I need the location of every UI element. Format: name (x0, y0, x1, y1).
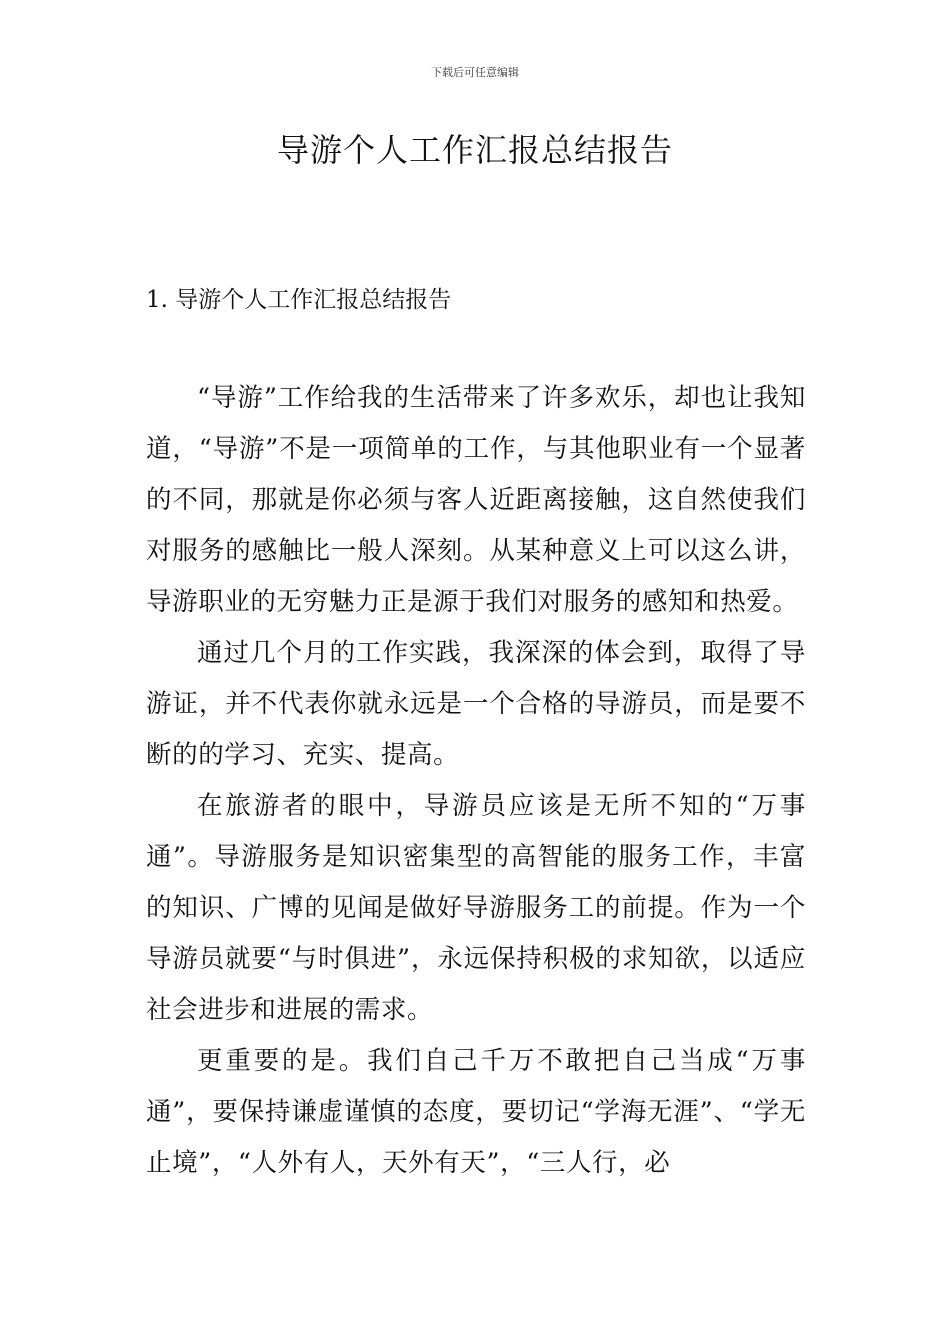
paragraph-4: 更重要的是。我们自己千万不敢把自己当成“万事通”，要保持谦虚谨慎的态度，要切记“学海无涯”、“学无止境”，“人外有人，天外有天”，“三人行，必 (146, 1046, 806, 1178)
section-heading: 1. 导游个人工作汇报总结报告 (146, 287, 452, 313)
document-body (146, 373, 806, 1189)
paragraph-3: 在旅游者的眼中，导游员应该是无所不知的“万事通”。导游服务是知识密集型的高智能的服务工作，丰富的知识、广博的见闻是做好导游服务工的前提。作为一个导游员就要“与时俱进”，永远保持积极的求知欲，以适应社会进步和进展的需求。 (146, 791, 806, 1025)
paragraph-2: 通过几个月的工作实践，我深深的体会到，取得了导游证，并不代表你就永远是一个合格的导游员，而是要不断的的学习、充实、提高。 (146, 638, 806, 770)
header-note: 下载后可任意编辑 (431, 66, 519, 79)
document-title: 导游个人工作汇报总结报告 (276, 131, 673, 169)
paragraph-1: “导游”工作给我的生活带来了许多欢乐，却也让我知道，“导游”不是一项简单的工作，与其他职业有一个显著的不同，那就是你必须与客人近距离接触，这自然使我们对服务的感触比一般人深刻。从某种意义上可以这么讲，导游职业的无穷魅力正是源于我们对服务的感知和热爱。 (146, 383, 806, 617)
